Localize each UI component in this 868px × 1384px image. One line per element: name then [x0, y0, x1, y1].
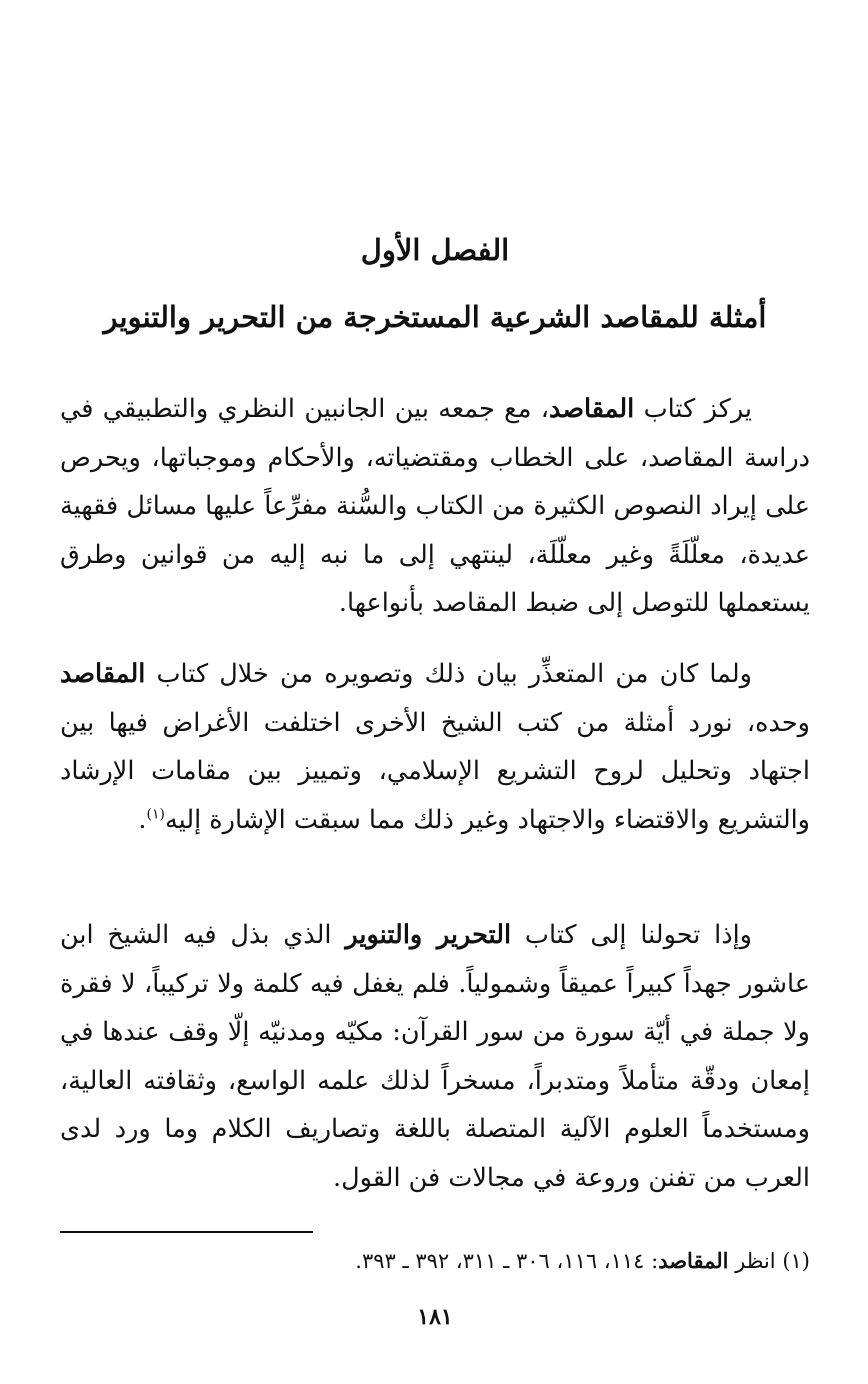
paragraph-3-text: الذي بذل فيه الشيخ ابن عاشور جهداً كبيراً عميقاً وشمولياً. فلم يغفل فيه كلمة ولا تركيباً، لا فقرة ولا جملة في أيّة سورة من سور القرآن: مكيّه ومدنيّه إلّا وقف عندها في إمعان ودقّة متأملاً ومتدبراً، مسخراً لذلك علمه الواسع، وثقافته العالية، ومستخدماً العلوم الآلية المتصلة باللغة وتصاريف الكلام وما ورد لدى العرب من تفنن وروعة في مجالات فن القول.	[60, 920, 810, 1193]
paragraph-3	[60, 911, 810, 1202]
footnote-pages: : ١١٤، ١١٦، ٣٠٦ ـ ٣١١، ٣٩٢ ـ ٣٩٣.	[355, 1249, 659, 1273]
footnote-book-title: المقاصد	[658, 1248, 729, 1273]
paragraph-1-text: ، مع جمعه بين الجانبين النظري والتطبيقي في دراسة المقاصد، على الخطاب ومقتضياته، والأحكام وموجباتها، ويحرص على إيراد النصوص الكثيرة من الكتاب والسُّنة مفرِّعاً عليها مسائل فقهية عديدة، معلّلَةً وغير معلّلَة، لينتهي إلى ما نبه إليه من قوانين وطرق يستعملها للتوصل إلى ضبط المقاصد بأنواعها.	[60, 394, 810, 618]
paragraph-1-lead: يركز كتاب	[634, 394, 752, 424]
page-number: ١٨١	[417, 1304, 453, 1330]
paragraph-2-end: .	[138, 804, 147, 835]
footnote	[60, 1245, 810, 1277]
chapter-subtitle: أمثلة للمقاصد الشرعية المستخرجة من التحرير والتنوير	[103, 300, 767, 334]
book-title-tahrir: التحرير والتنوير	[345, 920, 512, 950]
paragraph-2-lead: ولما كان من المتعذِّر بيان ذلك وتصويره من خلال كتاب	[145, 659, 752, 689]
paragraph-2-text: وحده، نورد أمثلة من كتب الشيخ الأخرى اختلفت الأغراض فيها بين اجتهاد وتحليل لروح التشريع الإسلامي، وتمييز بين مقامات الإرشاد والتشريع والاقتضاء والاجتهاد وغير ذلك مما سبقت الإشارة إليه	[60, 707, 810, 835]
book-title-maqasid: المقاصد	[548, 394, 635, 424]
footnote-divider	[60, 1231, 313, 1233]
footnote-lead: انظر	[728, 1249, 776, 1273]
book-page	[60, 0, 810, 1384]
footnote-number: (١)	[782, 1249, 810, 1273]
paragraph-2	[60, 650, 810, 844]
footnote-reference[interactable]: (١)	[146, 806, 165, 822]
chapter-title: الفصل الأول	[360, 233, 510, 267]
book-title-maqasid: المقاصد	[60, 659, 146, 689]
paragraph-1	[60, 385, 810, 628]
paragraph-3-lead: وإذا تحولنا إلى كتاب	[511, 920, 752, 950]
